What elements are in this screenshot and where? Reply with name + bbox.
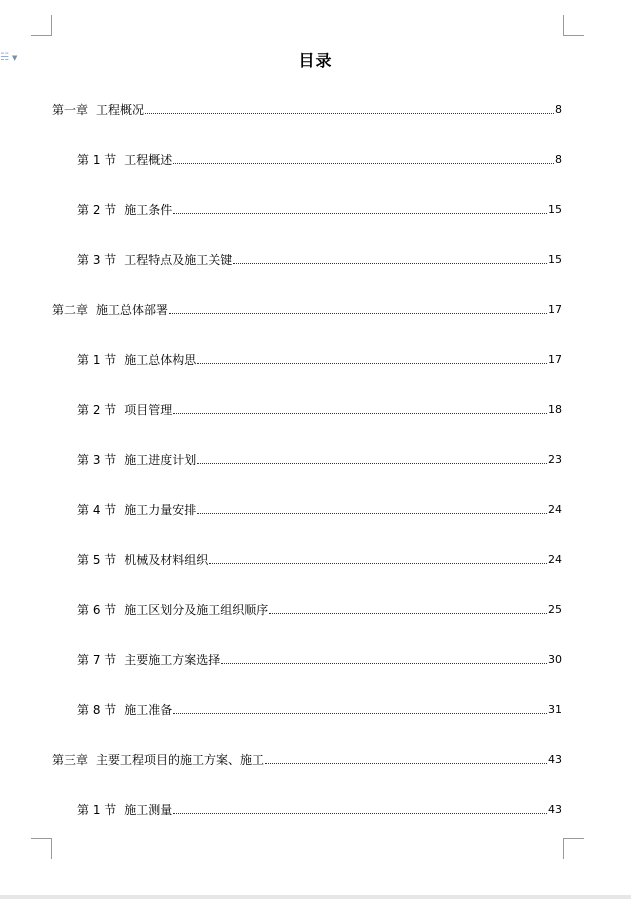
toc-entry-label bbox=[77, 352, 196, 368]
toc-dot-leader bbox=[169, 313, 547, 314]
toc-entry-number: 第 1 节 bbox=[77, 153, 117, 167]
toc-entry-label bbox=[77, 602, 268, 618]
toc-entry-number: 第 2 节 bbox=[77, 403, 117, 417]
toc-entry-text: 主要施工方案选择 bbox=[124, 653, 221, 667]
toc-section-entry[interactable] bbox=[77, 552, 562, 568]
toc-entry-text: 工程概述 bbox=[124, 153, 173, 167]
toc-section-entry[interactable] bbox=[77, 502, 562, 518]
toc-entry-number: 第 1 节 bbox=[77, 803, 117, 817]
toc-dot-leader bbox=[197, 463, 547, 464]
toc-entry-text: 施工力量安排 bbox=[124, 503, 197, 517]
toc-page-number: 18 bbox=[548, 403, 562, 416]
toc-entry-text: 施工总体构思 bbox=[124, 353, 197, 367]
toc-entry-number: 第 4 节 bbox=[77, 503, 117, 517]
toc-page-number: 15 bbox=[548, 203, 562, 216]
toc-entry-number: 第 2 节 bbox=[77, 203, 117, 217]
toc-page-number: 8 bbox=[555, 103, 562, 116]
toc-entry-label bbox=[77, 502, 196, 518]
toc-title: 目录 bbox=[298, 51, 333, 70]
toc-section-entry[interactable] bbox=[77, 652, 562, 668]
toc-entry-text: 项目管理 bbox=[124, 403, 173, 417]
toc-page-number: 31 bbox=[548, 703, 562, 716]
toc-entry-number: 第 3 节 bbox=[77, 453, 117, 467]
toc-section-entry[interactable] bbox=[77, 802, 562, 818]
toc-dot-leader bbox=[173, 213, 547, 214]
toc-page-number: 15 bbox=[548, 253, 562, 266]
toc-entry-number: 第 5 节 bbox=[77, 553, 117, 567]
toc-entry-number: 第 1 节 bbox=[77, 353, 117, 367]
toc-dot-leader bbox=[173, 813, 547, 814]
toc-entry-text: 工程特点及施工关键 bbox=[124, 253, 233, 267]
toc-entry-label bbox=[77, 652, 220, 668]
toc-dot-leader bbox=[197, 363, 547, 364]
toc-entry-label bbox=[77, 152, 172, 168]
toc-section-entry[interactable] bbox=[77, 252, 562, 268]
toc-entry-number: 第三章 bbox=[52, 753, 89, 767]
toc-entry-number: 第 3 节 bbox=[77, 253, 117, 267]
toc-entry-text: 施工条件 bbox=[124, 203, 173, 217]
toc-section-entry[interactable] bbox=[77, 452, 562, 468]
toc-entry-number: 第 7 节 bbox=[77, 653, 117, 667]
toc-chapter-entry[interactable] bbox=[52, 302, 562, 318]
page-corner-mark-top-right bbox=[563, 15, 584, 36]
toc-section-entry[interactable] bbox=[77, 602, 562, 618]
toc-dot-leader bbox=[197, 513, 547, 514]
toc-entry-text: 施工测量 bbox=[124, 803, 173, 817]
page-bottom-gutter bbox=[0, 895, 631, 899]
toc-chapter-entry[interactable] bbox=[52, 102, 562, 118]
toc-dot-leader bbox=[265, 763, 547, 764]
paste-options-icon: ☵ bbox=[0, 52, 9, 63]
toc-section-entry[interactable] bbox=[77, 202, 562, 218]
toc-entry-number: 第 6 节 bbox=[77, 603, 117, 617]
toc-entry-text: 机械及材料组织 bbox=[124, 553, 209, 567]
toc-entry-text: 施工准备 bbox=[124, 703, 173, 717]
toc-entry-label bbox=[77, 402, 172, 418]
toc-entry-number: 第二章 bbox=[52, 303, 89, 317]
page-corner-mark-bottom-right bbox=[563, 838, 584, 859]
toc-entry-text: 主要工程项目的施工方案、施工 bbox=[96, 753, 265, 767]
toc-dot-leader bbox=[233, 263, 547, 264]
toc-section-entry[interactable] bbox=[77, 402, 562, 418]
toc-section-entry[interactable] bbox=[77, 352, 562, 368]
toc-entry-label bbox=[52, 102, 144, 118]
toc-page-number: 24 bbox=[548, 503, 562, 516]
toc-entry-label bbox=[77, 452, 196, 468]
toc-dot-leader bbox=[269, 613, 547, 614]
toc-entry-label bbox=[77, 202, 172, 218]
toc-page-number: 25 bbox=[548, 603, 562, 616]
toc-page-number: 17 bbox=[548, 303, 562, 316]
toc-dot-leader bbox=[173, 163, 554, 164]
toc-entry-label bbox=[52, 302, 168, 318]
toc-dot-leader bbox=[221, 663, 547, 664]
toc-page-number: 24 bbox=[548, 553, 562, 566]
toc-page-number: 43 bbox=[548, 753, 562, 766]
toc-entry-number: 第一章 bbox=[52, 103, 89, 117]
toc-section-entry[interactable] bbox=[77, 152, 562, 168]
toc-section-entry[interactable] bbox=[77, 702, 562, 718]
toc-entry-label bbox=[77, 702, 172, 718]
toc-dot-leader bbox=[145, 113, 554, 114]
page-corner-mark-top-left bbox=[31, 15, 52, 36]
toc-dot-leader bbox=[173, 713, 547, 714]
toc-entry-label bbox=[52, 752, 264, 768]
toc-entry-label bbox=[77, 252, 232, 268]
toc-entry-label bbox=[77, 802, 172, 818]
toc-page-number: 43 bbox=[548, 803, 562, 816]
toc-entry-text: 施工进度计划 bbox=[124, 453, 197, 467]
toc-entry-text: 施工区划分及施工组织顺序 bbox=[124, 603, 269, 617]
page-corner-mark-bottom-left bbox=[31, 838, 52, 859]
toc-page-number: 23 bbox=[548, 453, 562, 466]
toc-entry-label bbox=[77, 552, 208, 568]
toc-chapter-entry[interactable] bbox=[52, 752, 562, 768]
toc-entry-number: 第 8 节 bbox=[77, 703, 117, 717]
dropdown-arrow-icon: ▼ bbox=[11, 53, 18, 62]
toc-entry-text: 工程概况 bbox=[96, 103, 145, 117]
toc-dot-leader bbox=[209, 563, 547, 564]
toc-page-number: 30 bbox=[548, 653, 562, 666]
toc-entry-text: 施工总体部署 bbox=[96, 303, 169, 317]
toc-page-number: 17 bbox=[548, 353, 562, 366]
toc-dot-leader bbox=[173, 413, 547, 414]
toc-page-number: 8 bbox=[555, 153, 562, 166]
